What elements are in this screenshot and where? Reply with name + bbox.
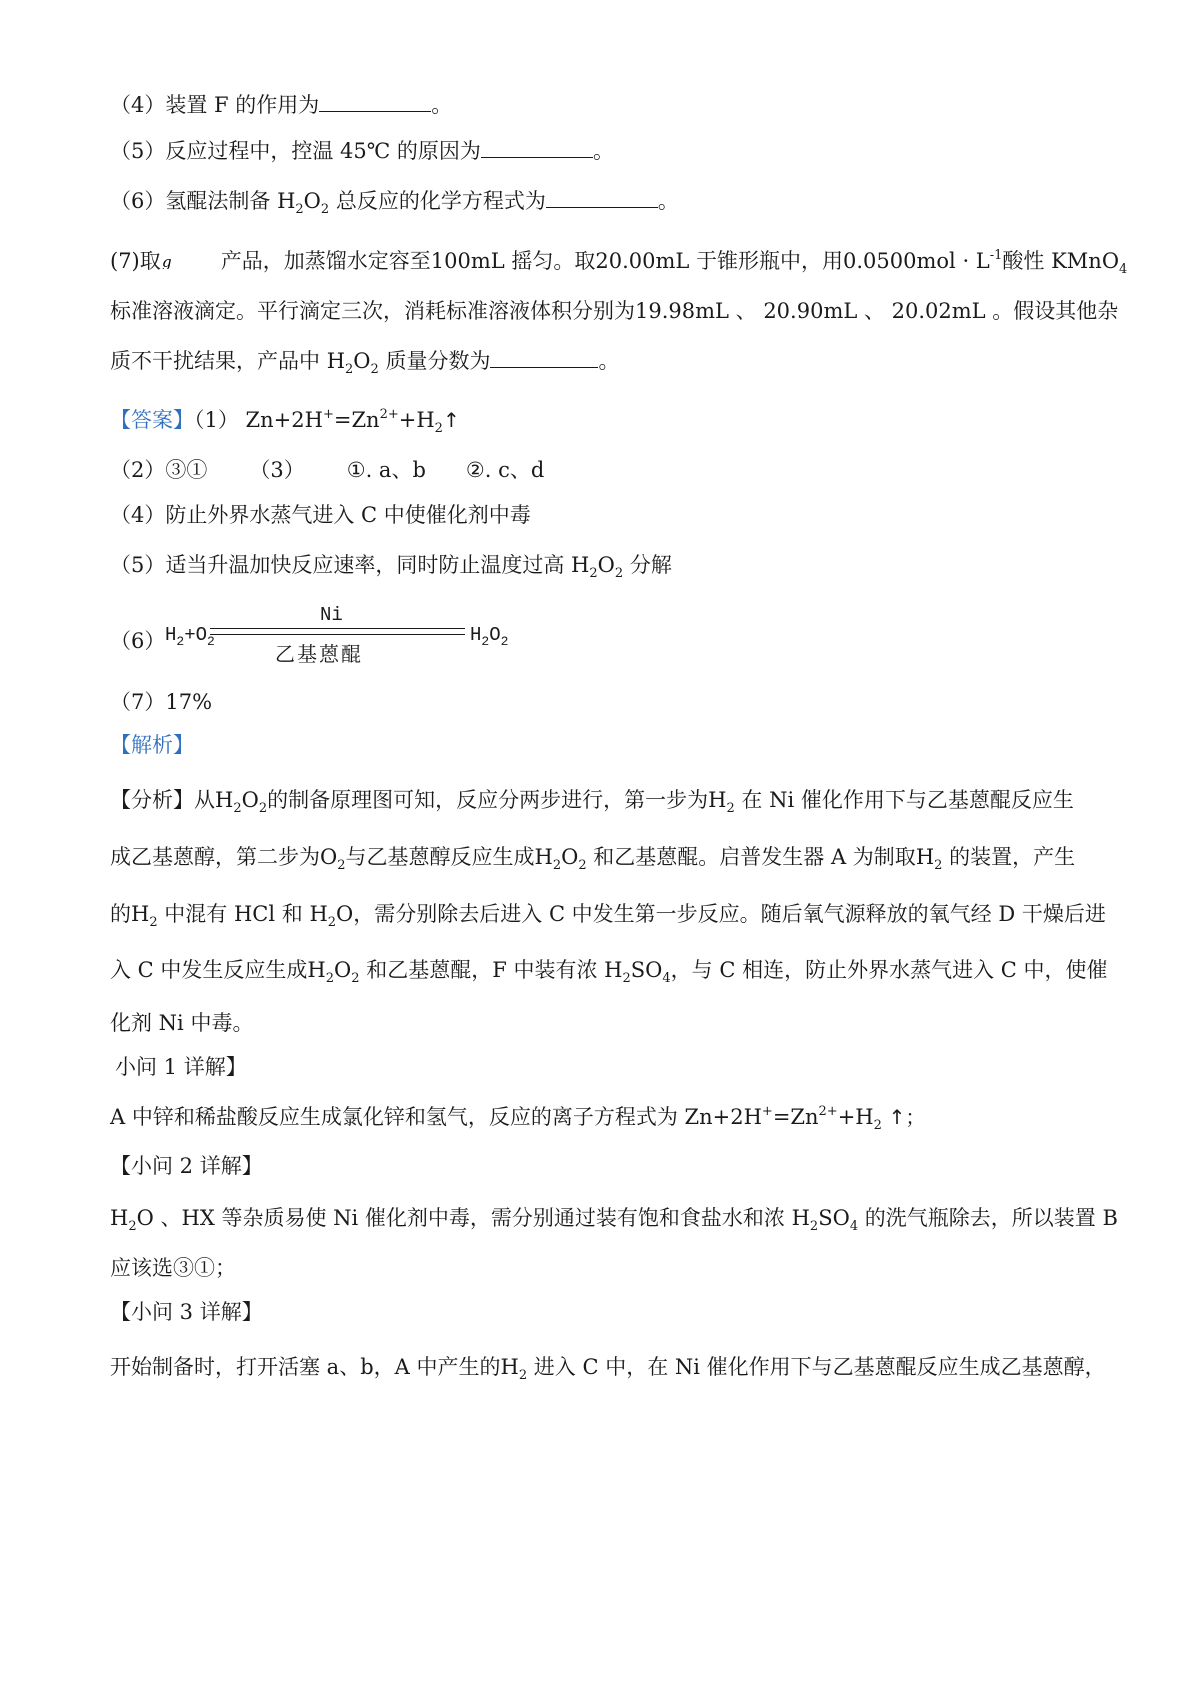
- answer-4: （4）防止外界水蒸气进入 C 中使催化剂中毒: [110, 503, 531, 527]
- catalyst-label: Ni: [320, 604, 343, 626]
- equals-sign: [210, 628, 465, 629]
- question-7-line-3: 质不干扰结果，产品中 $H_2O_2$ 质量分数为 。: [110, 349, 620, 377]
- section-2-l1: $H_2O$ 、HX 等杂质易使 Ni 催化剂中毒，需分别通过装有饱和食盐水和浓 $H_2SO_4$ 的洗气瓶除去，所以装置 B: [110, 1206, 1118, 1234]
- section-1-text: A 中锌和稀盐酸反应生成氯化锌和氢气，反应的离子方程式为 $Zn+2H^+=Zn^{2+}+H_2$ ↑；: [110, 1104, 926, 1133]
- question-5: （5）反应过程中，控温 45℃ 的原因为 。: [110, 139, 614, 163]
- answer-5: （5）适当升温加快反应速率，同时防止温度过高 $H_2O_2$ 分解: [110, 553, 672, 581]
- up-arrow-icon: ↑: [442, 408, 460, 432]
- section-2-title: 【小问 2 详解】: [110, 1154, 263, 1178]
- analysis-label: 【解析】: [110, 733, 194, 757]
- analysis-p1-l3: 的$H_2$ 中混有 HCl 和 $H_2O$，需分别除去后进入 C 中发生第一步反应。随后氧气源释放的氧气经 D 干燥后进: [110, 902, 1106, 930]
- mass-symbol-icon: [161, 247, 177, 269]
- up-arrow-icon: ↑；: [888, 1105, 926, 1129]
- question-7-line-1: (7)取 g 产品，加蒸馏水定容至100mL 摇匀。取20.00mL 于锥形瓶中，用$0.0500mol \cdot L^{-1}$酸性 KMnO$_4$: [110, 248, 1128, 277]
- question-6: （6）氢醌法制备 $H_2O_2$ 总反应的化学方程式为 。: [110, 189, 679, 217]
- question-4: （4）装置 F 的作用为 。: [110, 93, 453, 117]
- section-2-l2: 应该选③①；: [110, 1256, 236, 1280]
- answer-blank: [490, 349, 598, 368]
- answer-7: （7）17%: [110, 690, 213, 714]
- condition-label: 乙基蒽醌: [275, 642, 363, 666]
- section-3-l1: 开始制备时，打开活塞 a、b，A 中产生的$H_2$ 进入 C 中，在 Ni 催化作用下与乙基蒽醌反应生成乙基蒽醇，: [110, 1355, 1106, 1383]
- answer-blank: [481, 139, 593, 158]
- analysis-p1-l2: 成乙基蒽醇，第二步为$O_2$与乙基蒽醇反应生成$H_2O_2$ 和乙基蒽醌。启普发生器 A 为制取$H_2$ 的装置，产生: [110, 845, 1076, 873]
- analysis-p1-l4: 入 C 中发生反应生成$H_2O_2$ 和乙基蒽醌，F 中装有浓 $H_2SO_4$，与 C 相连，防止外界水蒸气进入 C 中，使催: [110, 958, 1108, 986]
- section-1-title: 小问 1 详解】: [115, 1055, 247, 1079]
- question-7-line-2: 标准溶液滴定。平行滴定三次，消耗标准溶液体积分别为19.98mL 、 20.90mL 、 20.02mL 。假设其他杂: [110, 299, 1119, 323]
- answer-1: 【答案】（1） $Zn+2H^+=Zn^{2+}+H_2↑$: [110, 407, 460, 436]
- analysis-p1-l5: 化剂 Ni 中毒。: [110, 1011, 254, 1035]
- answer-label: 【答案】: [110, 408, 194, 432]
- answer-6-equation: $H_2+O_2$ Ni 乙基蒽醌 $H_2O_2$: [165, 608, 585, 668]
- answer-blank: [319, 93, 431, 112]
- svg-text:g: g: [161, 253, 172, 269]
- section-3-title: 【小问 3 详解】: [110, 1300, 263, 1324]
- answer-2-3: （2）③① （3） ①. a、b ②. c、d: [110, 458, 545, 482]
- answer-6-label: （6）: [110, 629, 166, 653]
- analysis-p1-l1: 【分析】从$H_2O_2$的制备原理图可知，反应分两步进行，第一步为$H_2$ 在 Ni 催化作用下与乙基蒽醌反应生: [110, 788, 1074, 816]
- answer-blank: [546, 189, 658, 208]
